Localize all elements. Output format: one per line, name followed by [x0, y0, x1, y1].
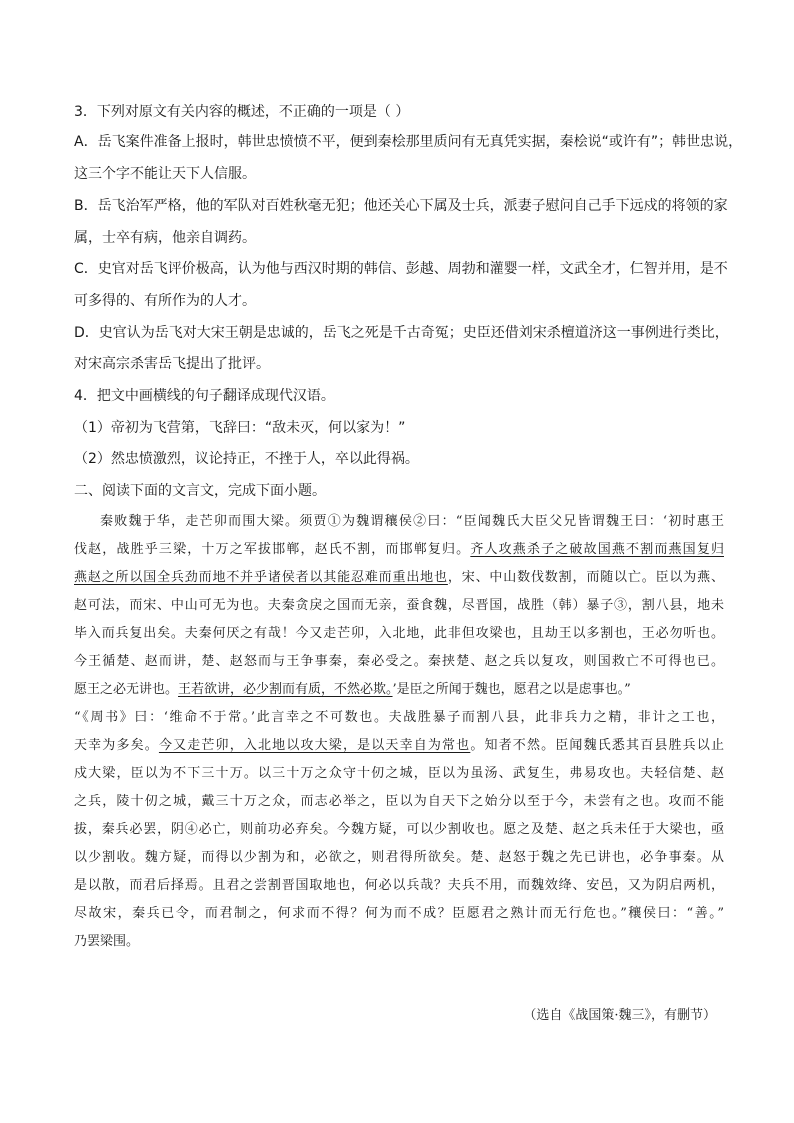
passage-line: 以少割收。魏方疑，而得以少割为和，必欲之，则君得所欲矣。楚、赵怒于魏之先已讲也，必争事秦。从	[74, 850, 724, 865]
option-d-line-2: 对宋高宗杀害岳飞提出了批评。	[74, 356, 270, 372]
passage-line: 天幸为多矣。今又走芒卯，入北地以攻大梁，是以天幸自为常也。知者不然。臣闻魏氏悉其百县胜兵以止	[74, 738, 724, 753]
option-c-line-2: 可多得的、有所作为的人才。	[74, 293, 256, 309]
passage-line: 乃罢梁围。	[74, 934, 140, 949]
passage-line: 是以散，而君后择焉。且君之尝割晋国取地也，何必以兵哉？夫兵不用，而魏效绛、安邑，又为阴启两机，	[74, 878, 724, 893]
underlined-sentence: 齐人攻燕杀子之破故国燕不割而燕国复归	[470, 542, 724, 557]
passage-line: 戍大梁，臣以为不下三十万。以三十万之众守十仞之城，臣以为虽汤、武复生，弗易攻也。夫轻信楚、赵	[74, 766, 724, 781]
translation-item-1: （1）帝初为飞营第，飞辞曰：“敌未灭，何以家为！”	[74, 420, 406, 436]
passage-line: 秦败魏于华，走芒卯而围大梁。须贾①为魏谓穰侯②曰：“臣闻魏氏大臣父兄皆谓魏王曰：‘初时惠王	[100, 514, 724, 529]
passage-line: 之兵，陵十仞之城，戴三十万之众，而志必举之，臣以为自天下之始分以至于今，未尝有之也。攻而不能	[74, 794, 724, 809]
underlined-sentence: 今又走芒卯，入北地以攻大梁，是以天幸自为常也	[158, 738, 471, 753]
passage-source: （选自《战国策·魏三》，有删节）	[523, 1008, 716, 1023]
underlined-sentence: 王若欲讲，必少割而有质，不然必欺。	[178, 682, 393, 697]
passage-line: 拔，秦兵必罢，阴④必亡，则前功必弃矣。今魏方疑，可以少割收也。愿之及楚、赵之兵未任于大梁也，亟	[74, 822, 724, 837]
question-3-stem: 3．下列对原文有关内容的概述，不正确的一项是（ ）	[74, 104, 410, 120]
option-d-line-1: D．史官认为岳飞对大宋王朝是忠诚的，岳飞之死是千古奇冤；史臣还借刘宋杀檀道济这一事例进行类比，	[74, 325, 729, 341]
translation-item-2: （2）然忠愤激烈，议论持正，不挫于人，卒以此得祸。	[74, 451, 419, 467]
passage-line: 愿王之必无讲也。王若欲讲，必少割而有质，不然必欺。’是臣之所闻于魏也，愿君之以是虑事也。”	[74, 682, 631, 697]
passage-line: 燕赵之所以国全兵劲而地不并乎诸侯者以其能忍难而重出地也，宋、中山数伐数割，而随以亡。臣以为燕、	[74, 570, 724, 585]
passage-line: 伐赵，战胜乎三梁，十万之军拔邯郸，赵氏不割，而邯郸复归。齐人攻燕杀子之破故国燕不割而燕国复归	[74, 542, 724, 557]
option-a-line-2: 这三个字不能让天下人信服。	[74, 166, 256, 182]
passage-line: “《周书》曰：‘维命不于常。’此言幸之不可数也。夫战胜暴子而割八县，此非兵力之精，非计之工也，	[74, 710, 724, 725]
underlined-sentence: 燕赵之所以国全兵劲而地不并乎诸侯者以其能忍难而重出地也	[74, 570, 448, 585]
option-b-line-1: B．岳飞治军严格，他的军队对百姓秋毫无犯；他还关心下属及士兵，派妻子慰问自己手下远戍的将领的家	[74, 198, 728, 214]
passage-line: 毕入而兵复出矣。夫秦何厌之有哉！今又走芒卯，入北地，此非但攻梁也，且劫王以多割也，王必勿听也。	[74, 626, 724, 641]
section-2-heading: 二、阅读下面的文言文，完成下面小题。	[74, 483, 326, 499]
question-4-stem: 4．把文中画横线的句子翻译成现代汉语。	[74, 388, 335, 404]
option-a-line-1: A．岳飞案件准备上报时，韩世忠愤愤不平，便到秦桧那里质问有无真凭实据，秦桧说“或许有”；韩世忠说，	[74, 134, 743, 150]
option-c-line-1: C．史官对岳飞评价极高，认为他与西汉时期的韩信、彭越、周勃和灌婴一样，文武全才，仁智并用，是不	[74, 261, 728, 277]
passage-line: 尽故宋，秦兵已令，而君制之，何求而不得？何为而不成？臣愿君之熟计而无行危也。”穰侯曰：“善。”	[74, 906, 724, 921]
option-b-line-2: 属，士卒有病，他亲自调药。	[74, 230, 256, 246]
passage-line: 今王循楚、赵而讲，楚、赵怒而与王争事秦，秦必受之。秦挟楚、赵之兵以复攻，则国救亡不可得也已。	[74, 654, 724, 669]
passage-line: 赵可法，而宋、中山可无为也。夫秦贪戾之国而无亲，蚕食魏，尽晋国，战胜（韩）暴子③，割八县，地未	[74, 598, 724, 613]
